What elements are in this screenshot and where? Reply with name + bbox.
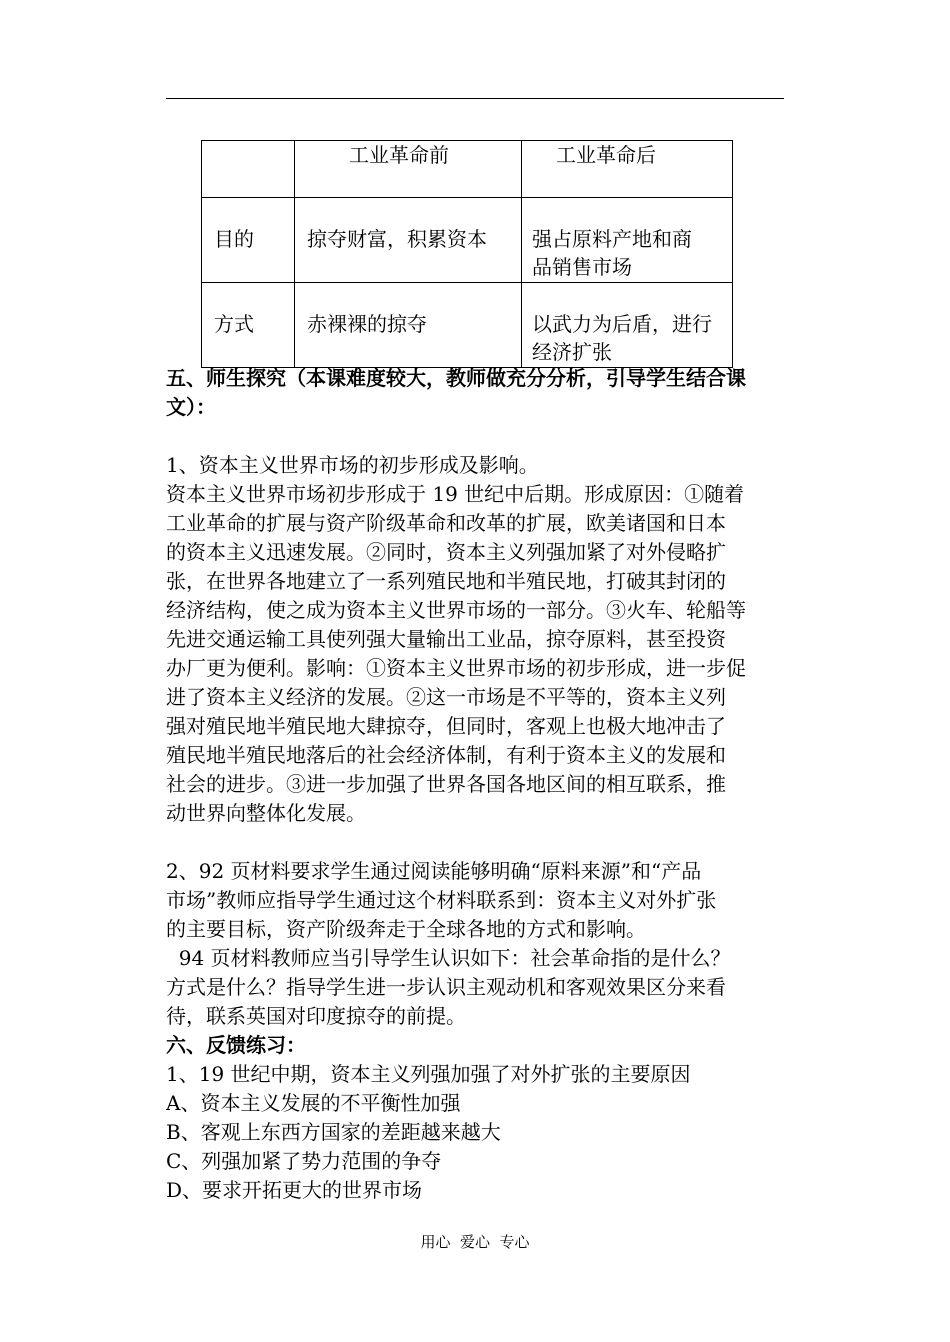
item1-line: 动世界向整体化发展。	[166, 801, 366, 825]
row-label: 目的	[202, 198, 295, 283]
item1-line: 张，在世界各地建立了一系列殖民地和半殖民地，打破其封闭的	[166, 569, 726, 593]
option-b: B、客观上东西方国家的差距越来越大	[166, 1120, 501, 1144]
item2-line: 2、92 页材料要求学生通过阅读能够明确“原料来源”和“产品	[166, 859, 702, 883]
item1-line: 进了资本主义经济的发展。②这一市场是不平等的，资本主义列	[166, 685, 726, 709]
section5-title-line1: 五、师生探究（本课难度较大，教师做充分分析，引导学生结合课	[166, 366, 746, 390]
table-row	[202, 283, 733, 368]
section5	[166, 364, 786, 1205]
table-header-cell-empty	[202, 141, 295, 198]
row-after-cell: 强占原料产地和商 品销售市场	[522, 198, 733, 283]
section6-title: 六、反馈练习：	[166, 1033, 306, 1057]
question-text: 1、19 世纪中期，资本主义列强加强了对外扩张的主要原因	[166, 1062, 691, 1086]
item1-line: 殖民地半殖民地落后的社会经济体制，有利于资本主义的发展和	[166, 743, 726, 767]
option-a: A、资本主义发展的不平衡性加强	[166, 1091, 461, 1115]
item2-line: 方式是什么？指导学生进一步认识主观动机和客观效果区分来看	[166, 975, 726, 999]
item1-line: 经济结构，使之成为资本主义世界市场的一部分。③火车、轮船等	[166, 598, 746, 622]
section5-title-line2: 文）：	[166, 395, 216, 419]
page-footer: 用心 爱心 专心	[420, 1233, 530, 1251]
item1-line: 工业革命的扩展与资产阶级革命和改革的扩展，欧美诸国和日本	[166, 511, 726, 535]
item1-line: 办厂更为便利。影响：①资本主义世界市场的初步形成，进一步促	[166, 656, 746, 680]
row-after-cell: 以武力为后盾，进行 经济扩张	[522, 283, 733, 368]
item1-line: 的资本主义迅速发展。②同时，资本主义列强加紧了对外侵略扩	[166, 540, 726, 564]
header-rule	[166, 98, 784, 99]
comparison-table	[201, 140, 733, 368]
item2-line: 94 页材料教师应当引导学生认识如下：社会革命指的是什么？	[166, 946, 731, 970]
item2-line: 的主要目标，资产阶级奔走于全球各地的方式和影响。	[166, 917, 646, 941]
row-label: 方式	[202, 283, 295, 368]
item1-line: 资本主义世界市场初步形成于 19 世纪中后期。形成原因：①随着	[166, 482, 745, 506]
table-row	[202, 198, 733, 283]
row-before-cell: 赤裸裸的掠夺	[295, 283, 522, 368]
item2-line: 待，联系英国对印度掠夺的前提。	[166, 1004, 466, 1028]
table-header-cell-before: 工业革命前	[295, 141, 522, 198]
row-before-cell: 掠夺财富，积累资本	[295, 198, 522, 283]
item1-line: 强对殖民地半殖民地大肆掠夺，但同时，客观上也极大地冲击了	[166, 714, 726, 738]
item1-line: 社会的进步。③进一步加强了世界各国各地区间的相互联系，推	[166, 772, 726, 796]
item2-line: 市场”教师应指导学生通过这个材料联系到：资本主义对外扩张	[166, 888, 717, 912]
table-header-row	[202, 141, 733, 198]
table-header-cell-after: 工业革命后	[522, 141, 733, 198]
option-c: C、列强加紧了势力范围的争夺	[166, 1149, 442, 1173]
item1-title: 1、资本主义世界市场的初步形成及影响。	[166, 453, 539, 477]
option-d: D、要求开拓更大的世界市场	[166, 1178, 423, 1202]
item1-line: 先进交通运输工具使列强大量输出工业品，掠夺原料，甚至投资	[166, 627, 726, 651]
